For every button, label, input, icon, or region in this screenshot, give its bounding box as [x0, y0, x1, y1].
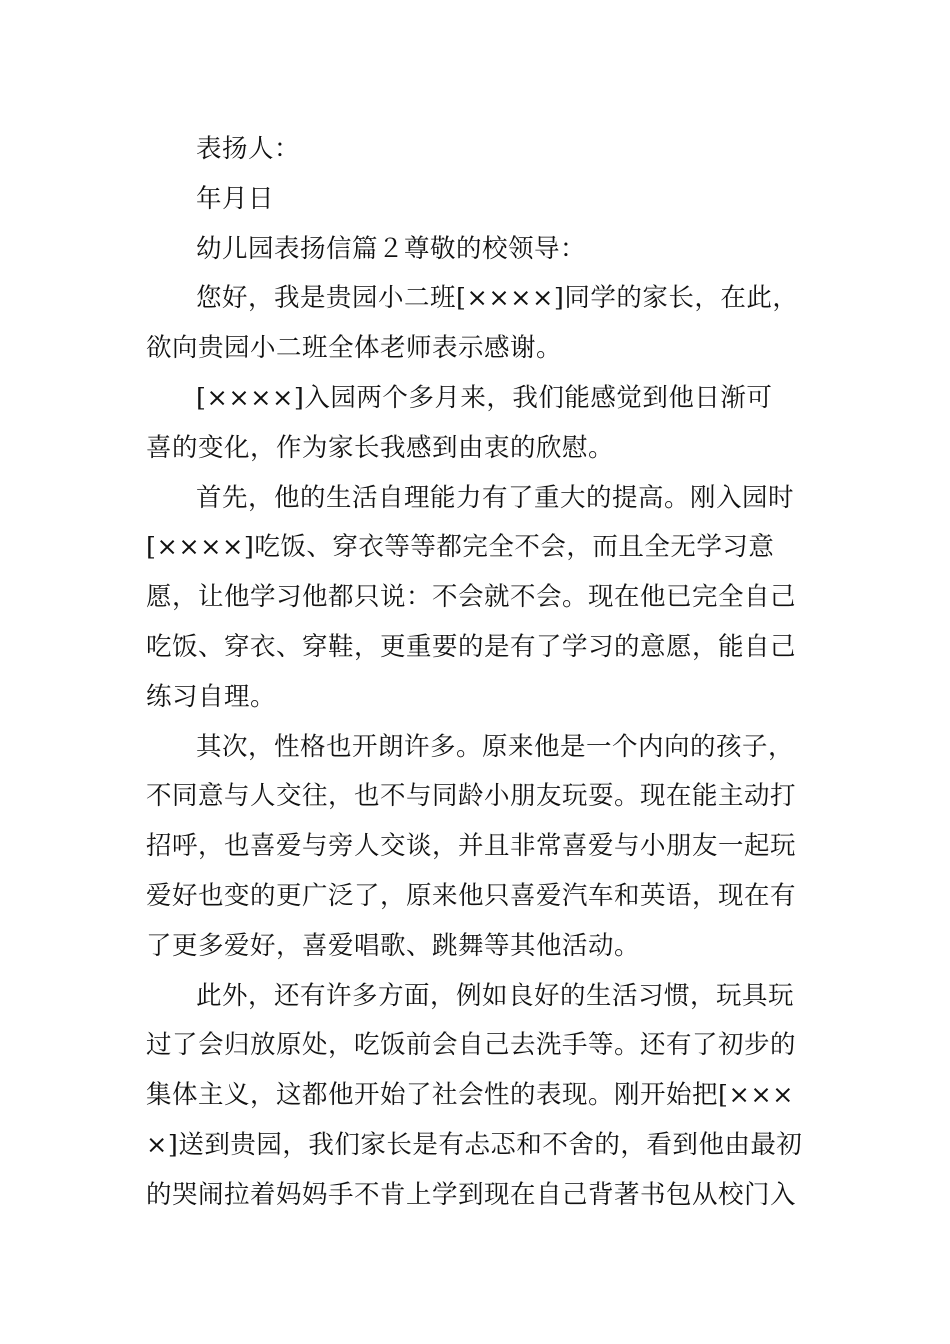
- text-line: 喜的变化，作为家长我感到由衷的欣慰。: [146, 432, 615, 463]
- text-line: 不同意与人交往，也不与同龄小朋友玩耍。现在能主动打: [146, 781, 797, 812]
- text-line: 欲向贵园小二班全体老师表示感谢。: [146, 333, 563, 364]
- text-line: [××××]入园两个多月来，我们能感觉到他日渐可: [196, 382, 773, 413]
- text-line: 招呼，也喜爱与旁人交谈，并且非常喜爱与小朋友一起玩: [146, 831, 797, 862]
- text-line: 愿，让他学习他都只说：不会就不会。现在他已完全自己: [146, 582, 797, 613]
- text-line: [××××]吃饭、穿衣等等都完全不会，而且全无学习意: [146, 532, 775, 563]
- text-line: ×]送到贵园，我们家长是有忐忑和不舍的，看到他由最初: [146, 1129, 803, 1160]
- letter-body: [146, 125, 836, 1221]
- text-line: 了更多爱好，喜爱唱歌、跳舞等其他活动。: [146, 930, 641, 961]
- text-line: 您好，我是贵园小二班[××××]同学的家长，在此，: [196, 283, 799, 314]
- text-line: 年月日: [196, 183, 275, 214]
- text-line: 表扬人：: [196, 134, 301, 164]
- text-line: 过了会归放原处，吃饭前会自己去洗手等。还有了初步的: [146, 1030, 797, 1061]
- text-line: 幼儿园表扬信篇２尊敬的校领导：: [196, 233, 587, 264]
- text-line: 的哭闹拉着妈妈手不肯上学到现在自己背著书包从校门入: [146, 1179, 797, 1210]
- text-line: 集体主义，这都他开始了社会性的表现。刚开始把[×××: [146, 1080, 795, 1111]
- text-line: 此外，还有许多方面，例如良好的生活习惯，玩具玩: [196, 980, 795, 1011]
- text-line: 首先，他的生活自理能力有了重大的提高。刚入园时: [196, 482, 795, 513]
- text-line: 其次，性格也开朗许多。原来他是一个内向的孩子，: [196, 731, 795, 762]
- text-line: 吃饭、穿衣、穿鞋，更重要的是有了学习的意愿，能自己: [146, 631, 797, 662]
- text-line: 练习自理。: [146, 681, 277, 712]
- text-line: 爱好也变的更广泛了，原来他只喜爱汽车和英语，现在有: [146, 880, 797, 911]
